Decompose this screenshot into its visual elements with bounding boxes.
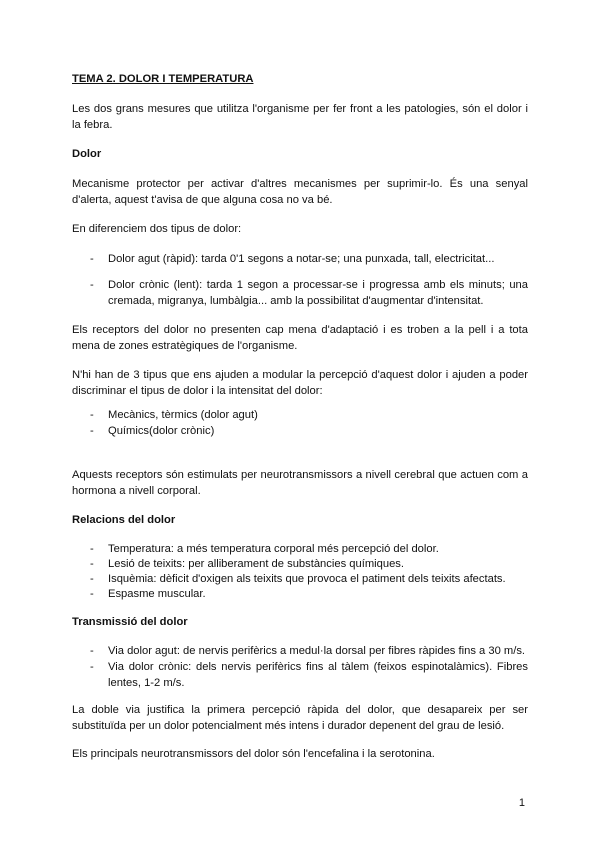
heading-dolor: Dolor bbox=[72, 148, 102, 160]
bullet-dash: - bbox=[90, 645, 94, 657]
list-item: - Dolor agut (ràpid): tarda 0'1 segons a notar-se; una punxada, tall, electricitat... bbox=[90, 253, 495, 265]
bullet-dash: - bbox=[90, 543, 94, 555]
list-item: - Dolor crònic (lent): tarda 1 segon a processar-se i progressa amb els minuts; una cremada, migranya, lumbàlgia... amb la possibilitat d'augmentar d'intensitat. bbox=[90, 279, 528, 307]
list-item: - Temperatura: a més temperatura corporal més percepció del dolor. bbox=[90, 543, 439, 555]
list-item: - Lesió de teixits: per alliberament de substàncies químiques. bbox=[90, 558, 405, 570]
bullet-dash: - bbox=[90, 573, 94, 585]
page-number: 1 bbox=[518, 797, 525, 809]
list-item: - Espasme muscular. bbox=[90, 588, 206, 600]
list-item: - Via dolor crònic: dels nervis perifèrics fins al tàlem (feixos espinotalàmics). Fibres lentes, 1-2 m/s. bbox=[90, 661, 528, 689]
bullet-dash: - bbox=[90, 588, 94, 600]
dolor-paragraph-3: Els receptors del dolor no presenten cap mena d'adaptació i es troben a la pell i a tota mena de zones estratègiques de l'organisme. bbox=[72, 324, 528, 352]
bullet-dash: - bbox=[90, 279, 94, 291]
list-item: - Via dolor agut: de nervis perifèrics a medul·la dorsal per fibres ràpides fins a 30 m/s. bbox=[90, 645, 526, 657]
heading-transmissio: Transmissió del dolor bbox=[72, 616, 188, 628]
bullet-dash: - bbox=[90, 409, 94, 421]
dolor-paragraph-5: Aquests receptors són estimulats per neurotransmissors a nivell cerebral que actuen com a hormona a nivell corporal. bbox=[72, 469, 528, 497]
bullet-dash: - bbox=[90, 661, 94, 673]
dolor-paragraph-4: N'hi han de 3 tipus que ens ajuden a modular la percepció d'aquest dolor i ajuden a poder discriminar el tipus de dolor i la intensitat del dolor: bbox=[72, 369, 528, 397]
heading-relacions: Relacions del dolor bbox=[72, 514, 176, 526]
document-title: TEMA 2. DOLOR I TEMPERATURA bbox=[72, 73, 254, 85]
list-item: - Químics(dolor crònic) bbox=[90, 425, 215, 437]
transmissio-paragraph-1: La doble via justifica la primera percepció ràpida del dolor, que desapareix per ser substituïda per un dolor potencialment més intens i durador depenent del grau de lesió. bbox=[72, 704, 528, 732]
dolor-paragraph-2: En diferenciem dos tipus de dolor: bbox=[72, 223, 242, 235]
bullet-dash: - bbox=[90, 558, 94, 570]
transmissio-paragraph-2: Els principals neurotransmissors del dolor són l'encefalina i la serotonina. bbox=[72, 748, 435, 760]
list-item: - Isquèmia: dèficit d'oxigen als teixits que provoca el patiment dels teixits afectats. bbox=[90, 573, 506, 585]
bullet-dash: - bbox=[90, 253, 94, 265]
intro-paragraph: Les dos grans mesures que utilitza l'organisme per fer front a les patologies, són el dolor i la febra. bbox=[72, 103, 528, 131]
bullet-dash: - bbox=[90, 425, 94, 437]
list-item: - Mecànics, tèrmics (dolor agut) bbox=[90, 409, 258, 421]
dolor-paragraph-1: Mecanisme protector per activar d'altres mecanismes per suprimir-lo. És una senyal d'alerta, aquest t'avisa de que alguna cosa no va bé. bbox=[72, 178, 528, 206]
